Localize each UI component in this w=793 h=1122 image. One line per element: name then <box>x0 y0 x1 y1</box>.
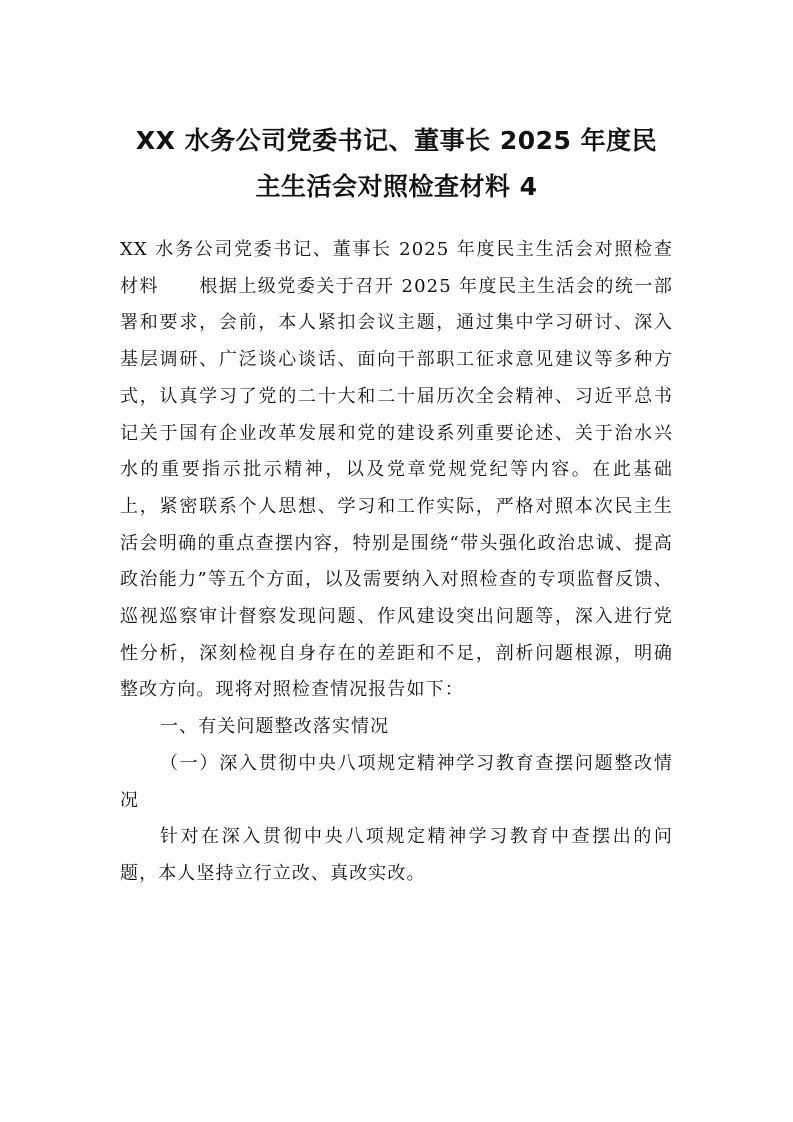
title-line-2: 主生活会对照检查材料 4 <box>255 172 538 201</box>
body-paragraph: 针对在深入贯彻中央八项规定精神学习教育中查摆出的问题，本人坚持立行立改、真改实改。 <box>120 826 673 884</box>
document-page <box>120 118 673 893</box>
subsection-heading: （一）深入贯彻中央八项规定精神学习教育查摆问题整改情况 <box>120 752 673 811</box>
intro-paragraph <box>120 232 673 709</box>
document-title <box>120 118 673 210</box>
intro-text: 根据上级党委关于召开 2025 年度民主生活会的统一部署和要求，会前，本人紧扣会议主题，通过集中学习研讨、深入基层调研、广泛谈心谈话、面向干部职工征求意见建议等多种方式，认真学习了党的二十大和二十届历次全会精神、习近平总书记关于国有企业改革发展和党的建设系列重要论述、关于治水兴水的重要指示批示精神，以及党章党规党纪等内容。在此基础上，紧密联系个人思想、学习和工作实际，严格对照本次民主生活会明确的重点查摆内容，特别是围绕“带头强化政治忠诚、提高政治能力”等五个方面，以及需要纳入对照检查的专项监督反馈、巡视巡察审计督察发现问题、作风建设突出问题等，深入进行党性分析，深刻检视自身存在的差距和不足，剖析问题根源，明确整改方向。现将对照检查情况报告如下： <box>120 275 674 701</box>
title-line-1: XX 水务公司党委书记、董事长 2025 年度民 <box>135 126 658 155</box>
lead-text: XX 水务公司党委书记、董事长 2025 年度民主生活会对照检查材料 <box>120 239 673 297</box>
section-heading: 一、有关问题整改落实情况 <box>160 716 390 738</box>
document-body <box>120 232 673 893</box>
